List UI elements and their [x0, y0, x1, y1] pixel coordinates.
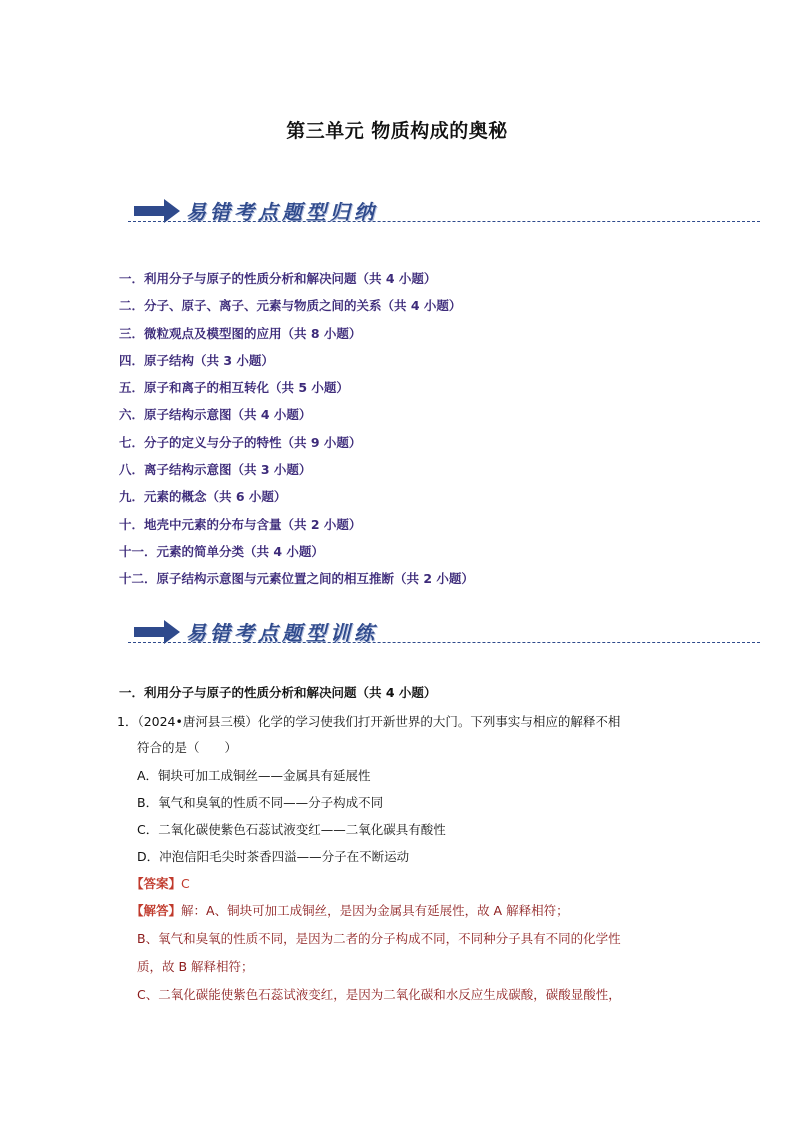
topic-item: 九．元素的概念（共 6 小题） [119, 489, 287, 505]
topic-item: 三．微粒观点及模型图的应用（共 8 小题） [119, 325, 362, 341]
option-d: D．冲泡信阳毛尖时茶香四溢——分子在不断运动 [137, 849, 410, 864]
option-b: B．氧气和臭氧的性质不同——分子构成不同 [137, 795, 384, 810]
option-a: A．铜块可加工成铜丝——金属具有延展性 [137, 768, 371, 783]
banner-divider [128, 221, 760, 222]
answer-label: 【答案】 [131, 876, 182, 891]
section-heading: 一．利用分子与原子的性质分析和解决问题（共 4 小题） [119, 685, 437, 700]
explanation-text: 解：A、铜块可加工成铜丝，是因为金属具有延展性，故 A 解释相符； [181, 903, 569, 918]
answer-value: C [181, 876, 190, 891]
training-banner [128, 615, 760, 655]
option-c: C．二氧化碳使紫色石蕊试液变红——二氧化碳具有酸性 [137, 822, 446, 837]
explanation-line [131, 901, 569, 919]
explanation-label: 【解答】 [131, 903, 182, 918]
question-stem-line: 1．（2024•唐河县三模）化学的学习使我们打开新世界的大门。下列事实与相应的解释不相 [117, 714, 621, 729]
topic-item: 二．分子、原子、离子、元素与物质之间的关系（共 4 小题） [119, 298, 462, 314]
topic-item: 四．原子结构（共 3 小题） [119, 352, 274, 368]
training-banner-title: 易错考点题型训练 [186, 621, 378, 645]
topic-item: 六．原子结构示意图（共 4 小题） [119, 407, 312, 423]
summary-banner [128, 194, 760, 234]
answer-line [131, 874, 190, 892]
topic-item: 八．离子结构示意图（共 3 小题） [119, 462, 312, 478]
topic-item: 一．利用分子与原子的性质分析和解决问题（共 4 小题） [119, 271, 437, 286]
banner-divider [128, 642, 760, 643]
topic-item: 十．地壳中元素的分布与含量（共 2 小题） [119, 516, 362, 532]
topic-item: 七．分子的定义与分子的特性（共 9 小题） [119, 434, 362, 450]
document-title: 第三单元 物质构成的奥秘 [286, 120, 508, 142]
explanation-text: C、二氧化碳能使紫色石蕊试液变红，是因为二氧化碳和水反应生成碳酸，碳酸显酸性， [137, 987, 621, 1002]
explanation-text: B、氧气和臭氧的性质不同，是因为二者的分子构成不同，不同种分子具有不同的化学性 [137, 931, 621, 946]
topic-item: 十二．原子结构示意图与元素位置之间的相互推断（共 2 小题） [119, 571, 474, 587]
explanation-text: 质，故 B 解释相符； [137, 959, 254, 974]
topic-item: 十一．元素的简单分类（共 4 小题） [119, 543, 324, 559]
summary-banner-title: 易错考点题型归纳 [186, 200, 378, 224]
topic-item: 五．原子和离子的相互转化（共 5 小题） [119, 380, 349, 396]
topic-list [119, 269, 719, 597]
question-stem-line: 符合的是（ ） [137, 740, 238, 755]
